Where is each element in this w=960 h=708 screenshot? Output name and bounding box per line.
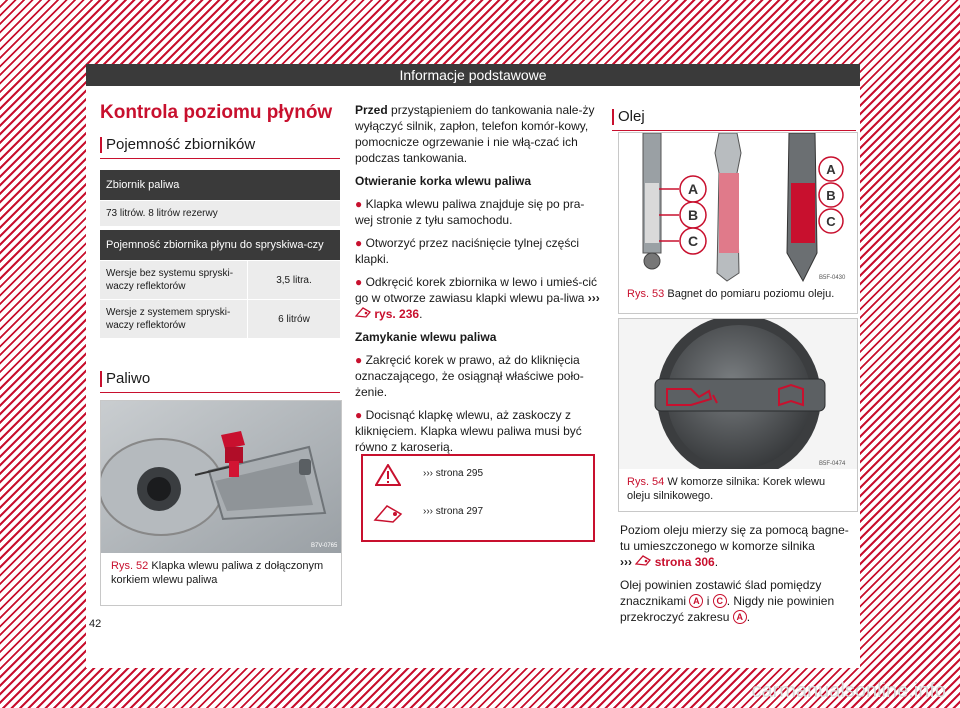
bullet-3: ● Odkręcić korek zbiornika w lewo i umieś-cić go w otworze zawiasu klapki wlewu pa-liwa ››› rys. 236. [355,275,600,321]
ref-arrow: ››› [620,555,632,569]
figure-caption [627,475,851,503]
marker-a-badge: A [689,594,703,608]
oil-text [620,522,856,632]
table-cell: Wersje z systemem spryski-waczy reflektorów [100,300,248,339]
warning-link-1[interactable]: ››› strona 295 [423,468,484,479]
figure-52 [100,400,342,606]
section-heading-capacity: Pojemność zbiorników [100,136,340,159]
dipstick-image [619,133,857,283]
marker-b-label: B [687,207,699,223]
warning-icon [375,464,401,486]
table-header: Zbiornik paliwa [100,170,340,201]
oil-cap-image [619,319,857,469]
figure-54 [618,318,858,512]
figure-link[interactable]: rys. 236 [374,307,420,321]
figure-number: Rys. 54 [627,476,665,488]
figure-caption-text: Bagnet do pomiaru poziomu oleju. [667,288,835,300]
warning-link-2[interactable]: ››› strona 297 [423,506,484,517]
bullet-5: ● Docisnąć klapkę wlewu, aż zaskoczy z kliknięciem. Klapka wlewu paliwa musi być równo z karoserią. [355,408,582,454]
washer-table [100,230,340,338]
bullet-text: Otworzyć przez naciśnięcie tylnej części klapki. [355,236,579,266]
intro-bold: Przed [355,103,388,117]
marker-b-label: B [826,188,836,203]
page-banner: Informacje podstawowe [86,64,860,86]
table-cell: Wersje bez systemu spryski-waczy reflektorów [100,261,248,300]
environment-note-icon [373,502,405,524]
intro-text: przystąpieniem do tankowania nale-ży wyłączyć silnik, zapłon, telefon komór-kowy, pomocnicze ogrzewanie i nie włą-czać ich podczas tankowania. [355,103,595,165]
book-icon [355,306,371,318]
figure-number: Rys. 53 [627,288,665,300]
section-heading-oil: Olej [612,108,856,131]
table-header: Pojemność zbiornika płynu do spryskiwa-czy [100,230,340,261]
bullet-text: Odkręcić korek zbiornika w lewo i umieś-cić go w otworze zawiasu klapki wlewu pa-liwa [355,275,597,305]
marker-a-badge: A [733,610,747,624]
figure-53 [618,132,858,314]
close-heading: Zamykanie wlewu paliwa [355,330,497,344]
page [86,70,860,668]
figure-code: B5F-0474 [819,461,846,467]
bullet-2: ● Otworzyć przez naciśnięcie tylnej części klapki. [355,236,579,266]
warning-box [361,454,595,542]
page-number: 42 [89,618,102,630]
figure-number: Rys. 52 [111,560,149,572]
oil-paragraph-1: Poziom oleju mierzy się za pomocą bagne-tu umieszczonego w komorze silnika ››› strona 306. [620,523,849,569]
figure-code: B7V-0765 [311,543,338,549]
fuel-flap-image [101,401,341,553]
bullet-4: ● Zakręcić korek w prawo, aż do kliknięcia oznaczającego, że osiągnął właściwe poło-żenie. [355,353,584,399]
bullet-1: ● Klapka wlewu paliwa znajduje się po pra-wej stronie z tyłu samochodu. [355,197,585,227]
figure-caption [627,287,851,301]
fuel-tank-table [100,170,340,226]
bullet-text: Zakręcić korek w prawo, aż do kliknięcia oznaczającego, że osiągnął właściwe poło-żenie. [355,353,584,399]
table-cell: 6 litrów [248,300,341,339]
paragraph-text: Olej powinien zostawić ślad pomiędzy znacznikami [620,578,822,608]
figure-caption-text: W komorze silnika: Korek wlewu oleju silnikowego. [627,476,826,502]
bullet-text: Docisnąć klapkę wlewu, aż zaskoczy z kliknięciem. Klapka wlewu paliwa musi być równo z karoserią. [355,408,582,454]
marker-c-label: C [826,214,836,229]
paragraph-text: Poziom oleju mierzy się za pomocą bagne-tu umieszczonego w komorze silnika [620,523,849,553]
paragraph-text: i [706,594,710,608]
column-2 [355,102,601,462]
figure-caption [111,559,333,587]
oil-paragraph-2: Olej powinien zostawić ślad pomiędzy znacznikami A i C . Nigdy nie powinien przekroczyć zakresu A . [620,578,835,624]
marker-c-label: C [687,233,699,249]
table-cell: 3,5 litra. [248,261,341,300]
marker-a-label: A [687,181,699,197]
paragraph-text: . Nigdy nie powinien przekroczyć zakresu [620,594,835,624]
page-link[interactable]: strona 306 [654,555,715,569]
table-cell: 73 litrów. 8 litrów rezerwy [100,201,340,227]
book-icon [635,554,651,566]
figure-caption-text: Klapka wlewu paliwa z dołączonym korkiem wlewu paliwa [111,560,324,586]
ref-arrow: ››› [587,291,600,305]
marker-c-badge: C [713,594,727,608]
figure-code: B5F-0430 [819,275,846,281]
watermark: carmanualsonline.info [751,680,946,702]
section-heading-fuel: Paliwo [100,370,340,393]
intro-paragraph [355,102,601,166]
open-heading: Otwieranie korka wlewu paliwa [355,174,532,188]
bullet-text: Klapka wlewu paliwa znajduje się po pra-wej stronie z tyłu samochodu. [355,197,585,227]
marker-a-label: A [826,162,836,177]
page-title: Kontrola poziomu płynów [100,102,333,123]
